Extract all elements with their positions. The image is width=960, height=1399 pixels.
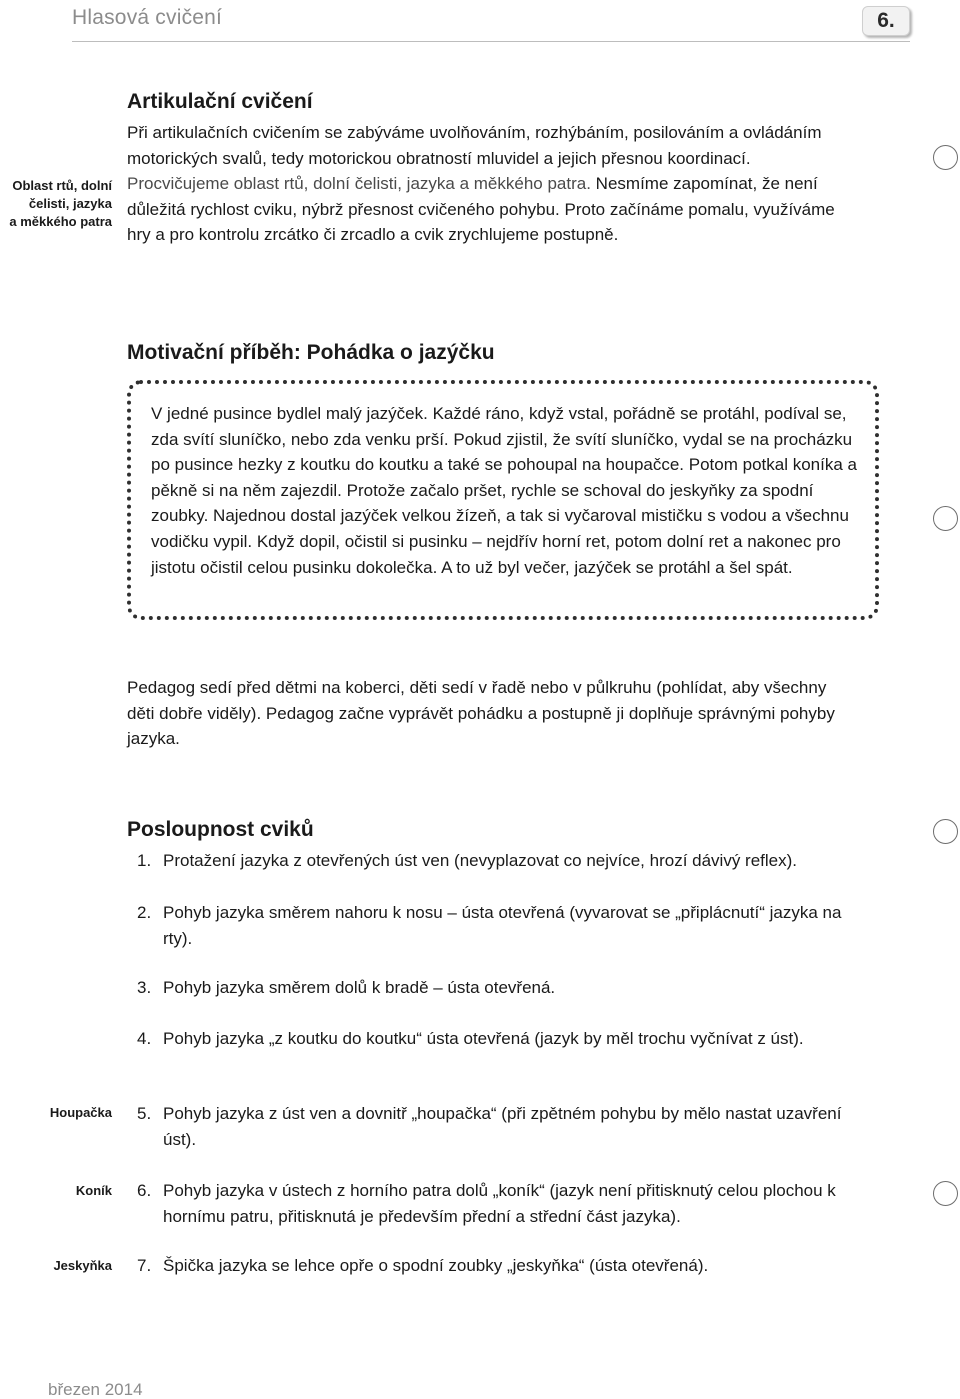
story-text: V jedné pusince bydlel malý jazýček. Každé ráno, když vstal, pořádně se protáhl, podíval se, zda svítí sluníčko, nebo zda venku prší. Pokud zjistil, že svítí sluníčko, vydal se na procházku po pusince hezky z koutku do koutku a také se pohoupal na houpačce. Potom potkal koníka a pěkně si na něm zajezdil. Protože začalo pršet, rychle se schoval do jeskyňky za spodní zoubky. Najednou dostal jazýček velkou žízeň, a tak si vyčaroval mističku s vodou a všechnu vodičku vypil. Když dopil, očistil si pusinku – nejdřív horní ret, potom dolní ret a nakonec pro jistotu očistil celou pusinku dokolečka. A to už byl večer, jazýček se protáhl a šel spát. [151, 404, 857, 577]
list-item [137, 1253, 857, 1279]
footer-date: březen 2014 [48, 1380, 143, 1399]
list-item [137, 1101, 857, 1152]
motivation-heading: Motivační příběh: Pohádka o jazýčku [127, 341, 495, 364]
list-item [137, 1026, 857, 1052]
list-item-number: 1. [137, 851, 152, 870]
list-item-number: 7. [137, 1256, 152, 1275]
side-note-area [0, 177, 112, 231]
list-item-text: Protažení jazyka z otevřených úst ven (nevyplazovat co nejvíce, hrozí dávivý reflex). [163, 851, 798, 870]
list-item [137, 975, 857, 1001]
binder-hole-icon [933, 145, 958, 170]
articulation-text-part3: Nesmíme zapomínat, že není důležitá rychlost cviku, nýbrž přesnost cvičeného pohybu. Proto začínáme pomalu, využíváme hry a pro kontrolu zrcátko či zrcadlo a cvik zrychlujeme postupně. [127, 174, 835, 245]
list-item [137, 900, 857, 951]
articulation-heading: Artikulační cvičení [127, 90, 313, 113]
side-note-area-line: čelisti, jazyka [28, 196, 112, 211]
side-note-area-line: a měkkého patra [9, 214, 112, 229]
list-item-number: 5. [137, 1104, 152, 1123]
list-item-text: Pohyb jazyka v ústech z horního patra dolů „koník“ (jazyk není přitisknutý celou plochou k hornímu patru, přitisknutá je především přední a střední část jazyka). [163, 1181, 836, 1226]
side-note-jeskynka: Jeskyňka [53, 1258, 112, 1273]
page-header-title: Hlasová cvičení [72, 6, 223, 29]
articulation-paragraph [127, 120, 847, 248]
sequence-heading: Posloupnost cviků [127, 818, 314, 841]
side-note-konik: Koník [75, 1183, 112, 1198]
list-item [137, 1178, 857, 1229]
pedagog-paragraph: Pedagog sedí před dětmi na koberci, děti sedí v řadě nebo v půlkruhu (pohlídat, aby všechny děti dobře viděly). Pedagog začne vyprávět pohádku a postupně ji doplňuje správnými pohyby jazyka. [127, 678, 835, 749]
binder-hole-icon [933, 819, 958, 844]
side-note-area-line: Oblast rtů, dolní [12, 178, 112, 193]
list-item-number: 6. [137, 1181, 152, 1200]
list-item-text: Pohyb jazyka z úst ven a dovnitř „houpačka“ (při zpětném pohybu by mělo nastat uzavření úst). [163, 1104, 842, 1149]
list-item-number: 3. [137, 978, 152, 997]
binder-hole-icon [933, 506, 958, 531]
list-item [137, 848, 857, 874]
articulation-text-part1: Při artikulačních cvičením se zabýváme uvolňováním, rozhýbáním, posilováním a ovládáním motorických svalů, tedy motorickou obratností mluvidel a jejich přesnou koordinací. [127, 123, 822, 168]
binder-hole-icon [933, 1181, 958, 1206]
list-item-text: Pohyb jazyka směrem dolů k bradě – ústa otevřená. [163, 978, 556, 997]
list-item-number: 4. [137, 1029, 152, 1048]
list-item-number: 2. [137, 903, 152, 922]
header-divider [72, 41, 910, 42]
articulation-text-part2: Procvičujeme oblast rtů, dolní čelisti, jazyka a měkkého patra. [127, 174, 591, 194]
list-item-text: Pohyb jazyka směrem nahoru k nosu – ústa otevřená (vyvarovat se „připlácnutí“ jazyka na rty). [163, 903, 842, 948]
side-note-houpacka: Houpačka [49, 1105, 112, 1120]
chapter-number-badge: 6. [862, 6, 910, 36]
list-item-text: Špička jazyka se lehce opře o spodní zoubky „jeskyňka“ (ústa otevřená). [163, 1256, 709, 1275]
list-item-text: Pohyb jazyka „z koutku do koutku“ ústa otevřená (jazyk by měl trochu vyčnívat z úst). [163, 1029, 804, 1048]
